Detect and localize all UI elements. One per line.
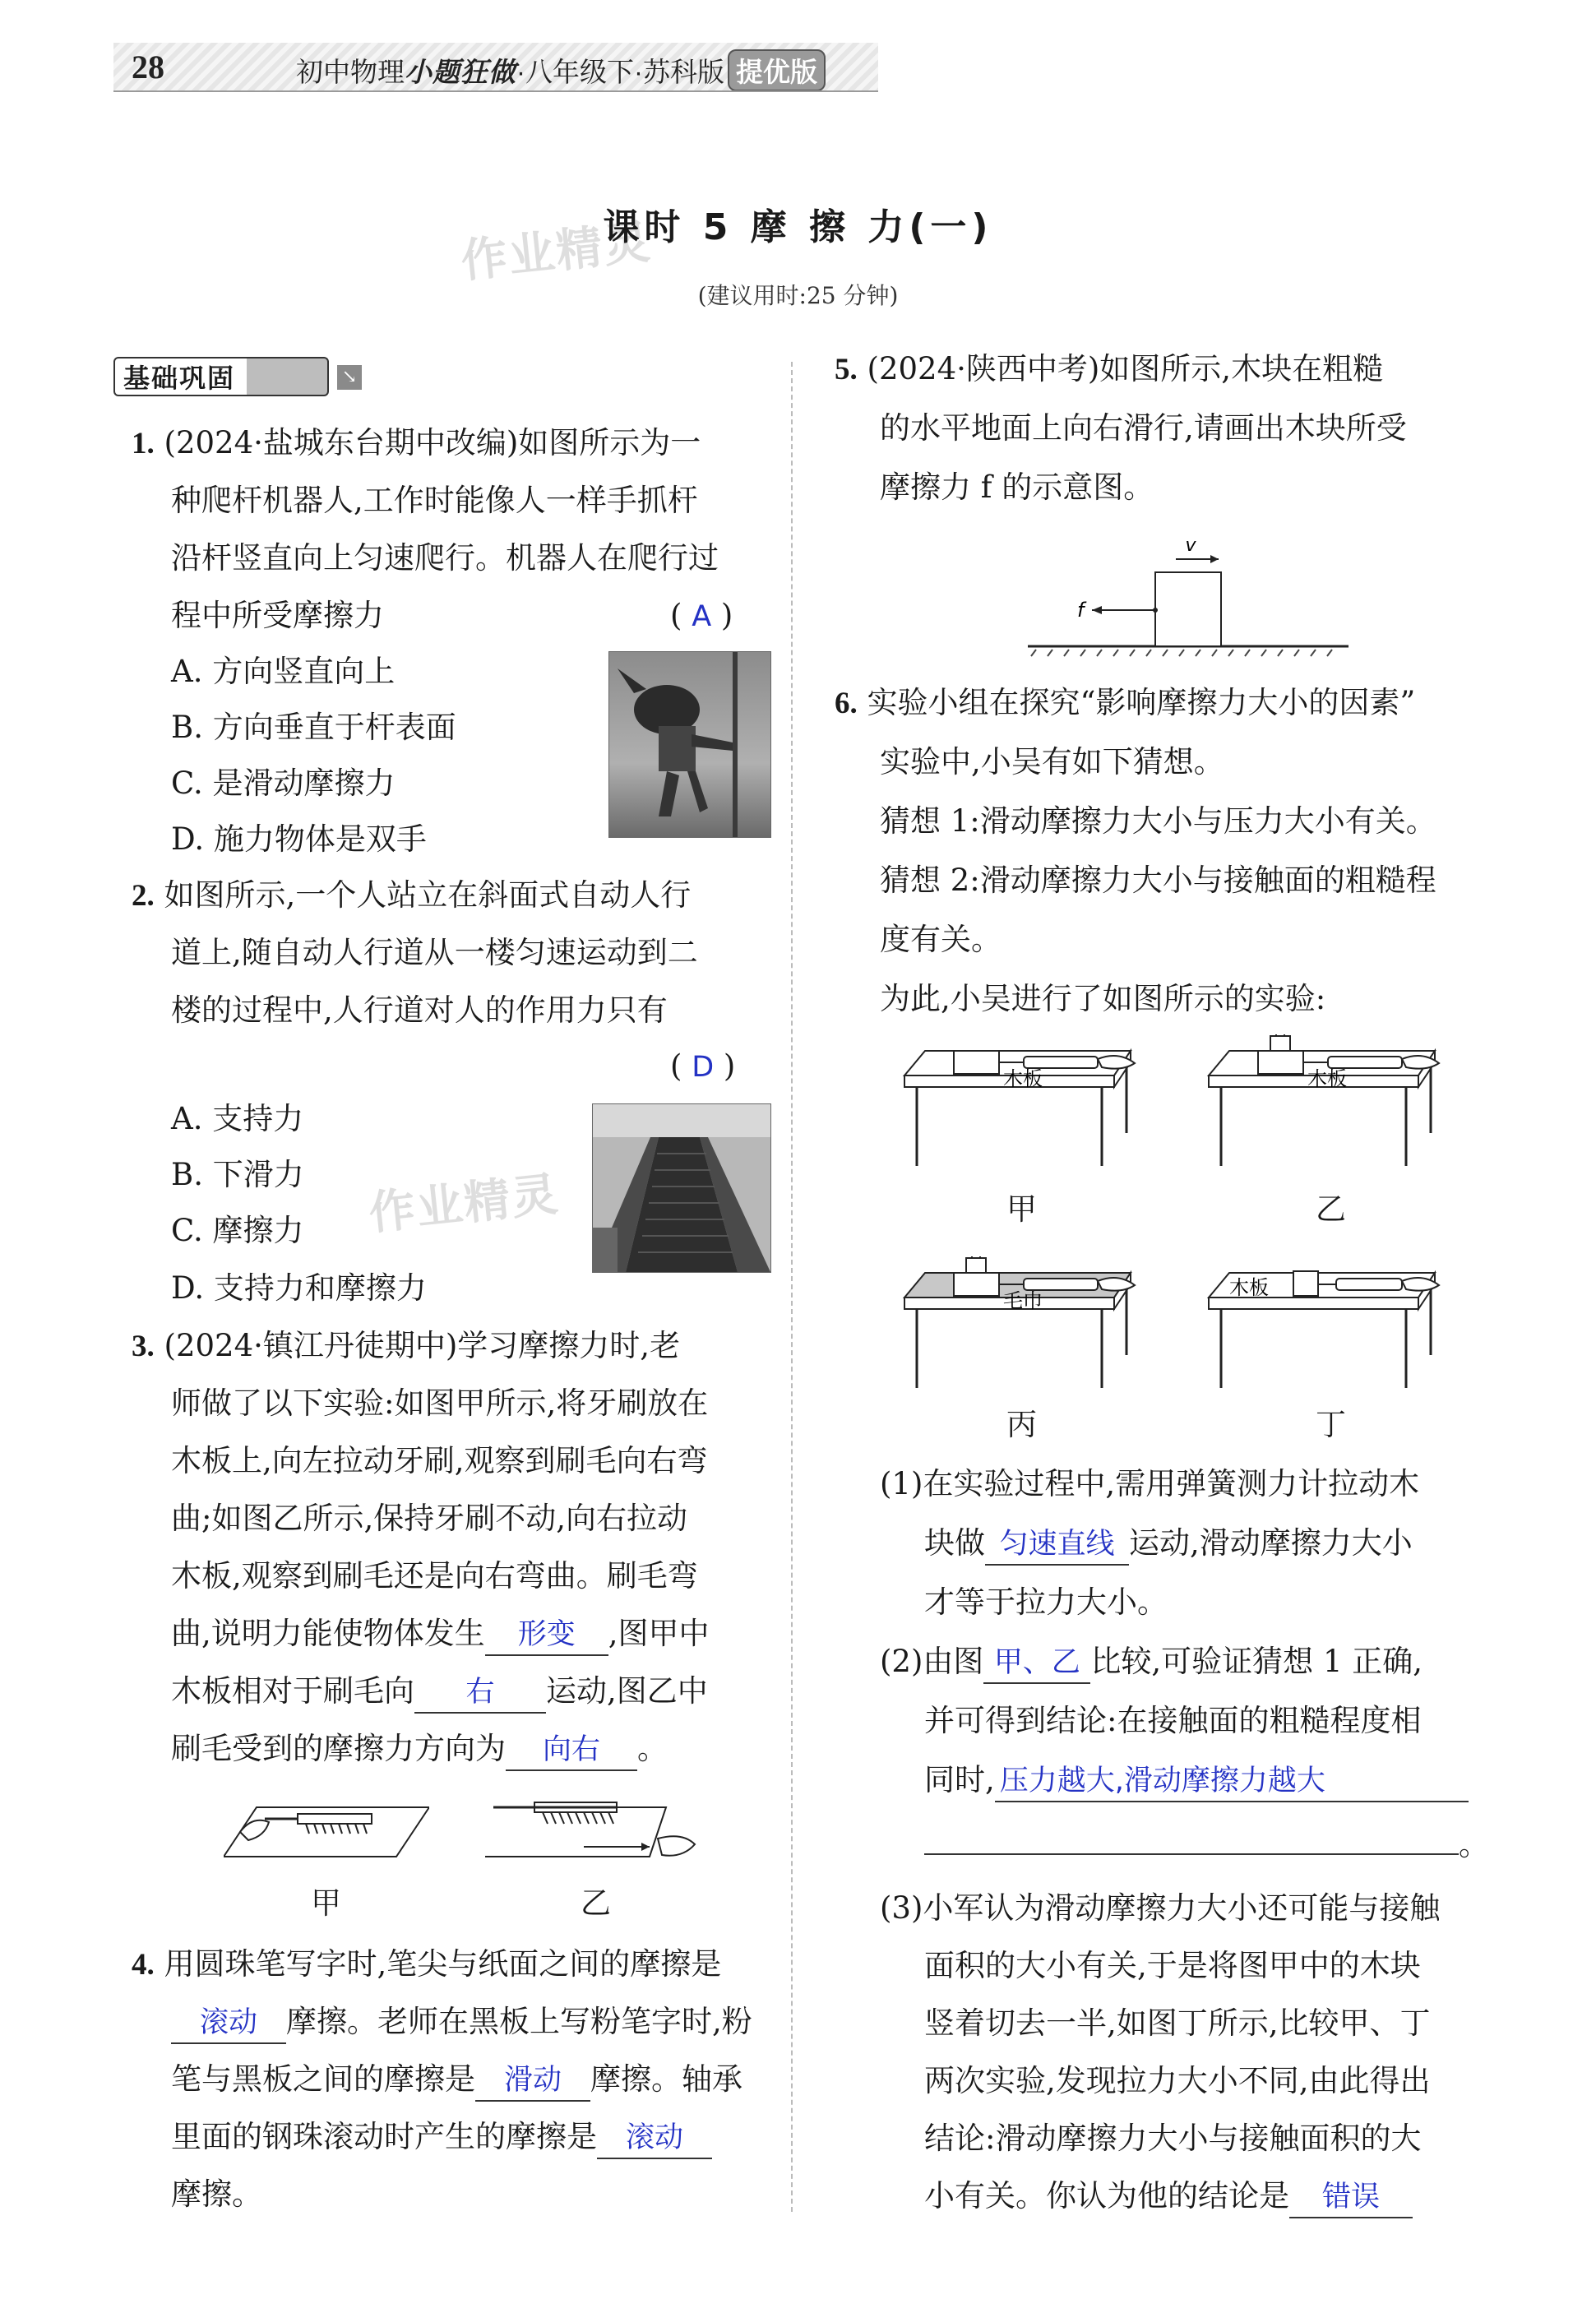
q6-line-4: 猜想 2:滑动摩擦力大小与接触面的粗糙程: [880, 863, 1436, 898]
q3-line-3: 木板上,向左拉动牙刷,观察到刷毛向右弯: [171, 1443, 708, 1478]
page-number: 28: [132, 49, 164, 86]
q3-line-2: 师做了以下实验:如图甲所示,将牙刷放在: [171, 1385, 709, 1421]
q2-option-a: A. 支持力: [171, 1101, 304, 1136]
friction-label: f: [1077, 599, 1085, 622]
q6-s1-blank[interactable]: 匀速直线: [985, 1523, 1129, 1566]
book-title-suffix: ·八年级下·苏科版: [516, 57, 724, 87]
q3-line-8: 刷毛受到的摩擦力方向为 向右 。: [171, 1720, 668, 1778]
q6-line-1: 6. 实验小组在探究“影响摩擦力大小的因素”: [835, 685, 1416, 720]
q6-s1-line-3: 才等于拉力大小。: [924, 1584, 1168, 1620]
q6-line-6: 为此,小吴进行了如图所示的实验:: [880, 981, 1326, 1016]
q2-option-b: B. 下滑力: [171, 1157, 304, 1192]
q1-line-2: 种爬杆机器人,工作时能像人一样手抓杆: [171, 483, 698, 518]
q4-blank-1[interactable]: 滚动: [171, 2001, 286, 2044]
q4-line-2: 滚动 摩擦。老师在黑板上写粉笔字时,粉: [171, 1993, 752, 2051]
q6-fig-label-jia: 甲: [1006, 1191, 1037, 1227]
experiment-figure-ding: [1205, 1256, 1451, 1399]
q6-s2-line-2: 并可得到结论:在接触面的粗糙程度相: [924, 1703, 1422, 1738]
watermark-top: 作业精灵: [458, 215, 655, 289]
q6-s1-line-2: 块做 匀速直线 运动,滑动摩擦力大小: [924, 1515, 1413, 1572]
velocity-label: v: [1185, 535, 1196, 556]
suggested-time: (建议用时:25 分钟): [697, 282, 899, 309]
q3-line-7: 木板相对于刷毛向 右 运动,图乙中: [171, 1663, 708, 1720]
q3-blank-1[interactable]: 形变: [485, 1613, 608, 1656]
q3-fig-label-yi: 乙: [581, 1885, 611, 1921]
q3-blank-2[interactable]: 右: [414, 1671, 546, 1714]
book-title: [296, 49, 826, 91]
q6-s3-blank[interactable]: 错误: [1289, 2176, 1413, 2218]
block-friction-figure: [1028, 534, 1357, 661]
q6-s2-line-3: 同时, 压力越大,滑动摩擦力越大: [924, 1751, 1469, 1809]
arrow-icon: ↘: [337, 365, 362, 390]
q3-blank-3[interactable]: 向右: [506, 1728, 637, 1771]
q6-s2-line-1: (2)由图 甲、乙 比较,可验证猜想 1 正确,: [880, 1633, 1423, 1691]
q2-line-2: 道上,随自动人行道从一楼匀速运动到二: [171, 935, 698, 970]
toothbrush-figure-yi: [485, 1791, 715, 1868]
experiment-figure-jia: [900, 1034, 1147, 1177]
q4-line-1: 4. 用圆珠笔写字时,笔尖与纸面之间的摩擦是: [132, 1946, 722, 1982]
q4-blank-2[interactable]: 滑动: [475, 2059, 590, 2102]
q4-line-3: 笔与黑板之间的摩擦是 滑动 摩擦。轴承: [171, 2051, 742, 2108]
q2-answer-paren: ( D ): [670, 1048, 736, 1084]
column-divider: [791, 362, 793, 2212]
q3-line-6: 曲,说明力能使物体发生 形变 ,图甲中: [171, 1605, 710, 1663]
lesson-title: 课时 5 摩 擦 力(一): [603, 206, 993, 248]
q1-line-1: 1. (2024·盐城东台期中改编)如图所示为一: [132, 425, 701, 460]
q6-line-3: 猜想 1:滑动摩擦力大小与压力大小有关。: [880, 803, 1436, 839]
q6-s3-line-1: (3)小军认为滑动摩擦力大小还可能与接触: [880, 1890, 1441, 1926]
section-tag: 基础巩固: [113, 357, 329, 396]
q1-answer-paren: ( A ): [670, 598, 733, 633]
experiment-figure-yi: [1205, 1034, 1451, 1177]
q1-line-3: 沿杆竖直向上匀速爬行。机器人在爬行过: [171, 540, 719, 576]
surface-label-yi: 木板: [1307, 1067, 1347, 1090]
q6-s3-line-5: 结论:滑动摩擦力大小与接触面积的大: [924, 2121, 1422, 2156]
q4-line-5: 摩擦。: [171, 2176, 262, 2212]
q4-line-4: 里面的钢珠滚动时产生的摩擦是 滚动: [171, 2108, 712, 2166]
q6-s3-line-2: 面积的大小有关,于是将图甲中的木块: [924, 1948, 1421, 1983]
q5-line-3: 摩擦力 f 的示意图。: [880, 470, 1154, 505]
q3-line-1: 3. (2024·镇江丹徒期中)学习摩擦力时,老: [132, 1328, 681, 1363]
edition-badge: 提优版: [728, 49, 826, 91]
q6-s3-line-6: 小有关。你认为他的结论是 错误: [924, 2167, 1413, 2225]
experiment-figure-bing: [900, 1256, 1147, 1399]
q3-line-5: 木板,观察到刷毛还是向右弯曲。刷毛弯: [171, 1558, 698, 1594]
escalator-photo: [592, 1103, 771, 1273]
surface-label-jia: 木板: [1003, 1067, 1043, 1090]
q6-s1-line-1: (1)在实验过程中,需用弹簧测力计拉动木: [880, 1466, 1420, 1501]
q4-blank-3[interactable]: 滚动: [597, 2116, 712, 2159]
q1-option-c: C. 是滑动摩擦力: [171, 766, 396, 801]
q6-s3-line-3: 竖着切去一半,如图丁所示,比较甲、丁: [924, 2005, 1431, 2041]
q6-s2-line-4: 。: [924, 1812, 1489, 1874]
q6-line-5: 度有关。: [880, 922, 1002, 957]
q2-option-d: D. 支持力和摩擦力: [171, 1270, 427, 1306]
q3-line-4: 曲;如图乙所示,保持牙刷不动,向右拉动: [171, 1501, 687, 1536]
surface-label-ding: 木板: [1229, 1276, 1269, 1299]
book-title-prefix: 初中物理: [296, 57, 405, 87]
robot-climbing-photo: [608, 651, 771, 838]
q2-line-1: 2. 如图所示,一个人站立在斜面式自动人行: [132, 877, 692, 913]
q1-answer: A: [692, 600, 712, 633]
surface-label-bing: 毛巾: [1003, 1289, 1043, 1312]
book-brand: 小题狂做: [405, 57, 516, 87]
q6-s2-blank-2-cont[interactable]: [924, 1812, 1459, 1855]
q6-s3-line-4: 两次实验,发现拉力大小不同,由此得出: [924, 2063, 1431, 2098]
q1-option-b: B. 方向垂直于杆表面: [171, 710, 456, 745]
q2-answer: D: [692, 1051, 715, 1084]
q1-option-a: A. 方向竖直向上: [171, 654, 396, 689]
q3-fig-label-jia: 甲: [311, 1885, 341, 1921]
q6-line-2: 实验中,小吴有如下猜想。: [880, 744, 1224, 779]
q6-fig-label-yi: 乙: [1316, 1191, 1346, 1227]
q1-line-4: 程中所受摩擦力: [171, 598, 384, 633]
q6-s2-blank-2[interactable]: 压力越大,滑动摩擦力越大: [995, 1760, 1469, 1802]
q1-option-d: D. 施力物体是双手: [171, 821, 427, 857]
q2-line-3: 楼的过程中,人行道对人的作用力只有: [171, 992, 668, 1028]
q6-fig-label-bing: 丙: [1006, 1407, 1037, 1442]
q5-line-2: 的水平地面上向右滑行,请画出木块所受: [880, 410, 1407, 446]
watermark-middle: 作业精灵: [366, 1168, 562, 1241]
q5-line-1: 5. (2024·陕西中考)如图所示,木块在粗糙: [835, 351, 1384, 386]
q6-s2-blank-1[interactable]: 甲、乙: [983, 1641, 1090, 1684]
toothbrush-figure-jia: [224, 1791, 429, 1868]
q2-option-c: C. 摩擦力: [171, 1213, 304, 1248]
header-rule: [113, 90, 878, 92]
q6-fig-label-ding: 丁: [1316, 1407, 1346, 1442]
